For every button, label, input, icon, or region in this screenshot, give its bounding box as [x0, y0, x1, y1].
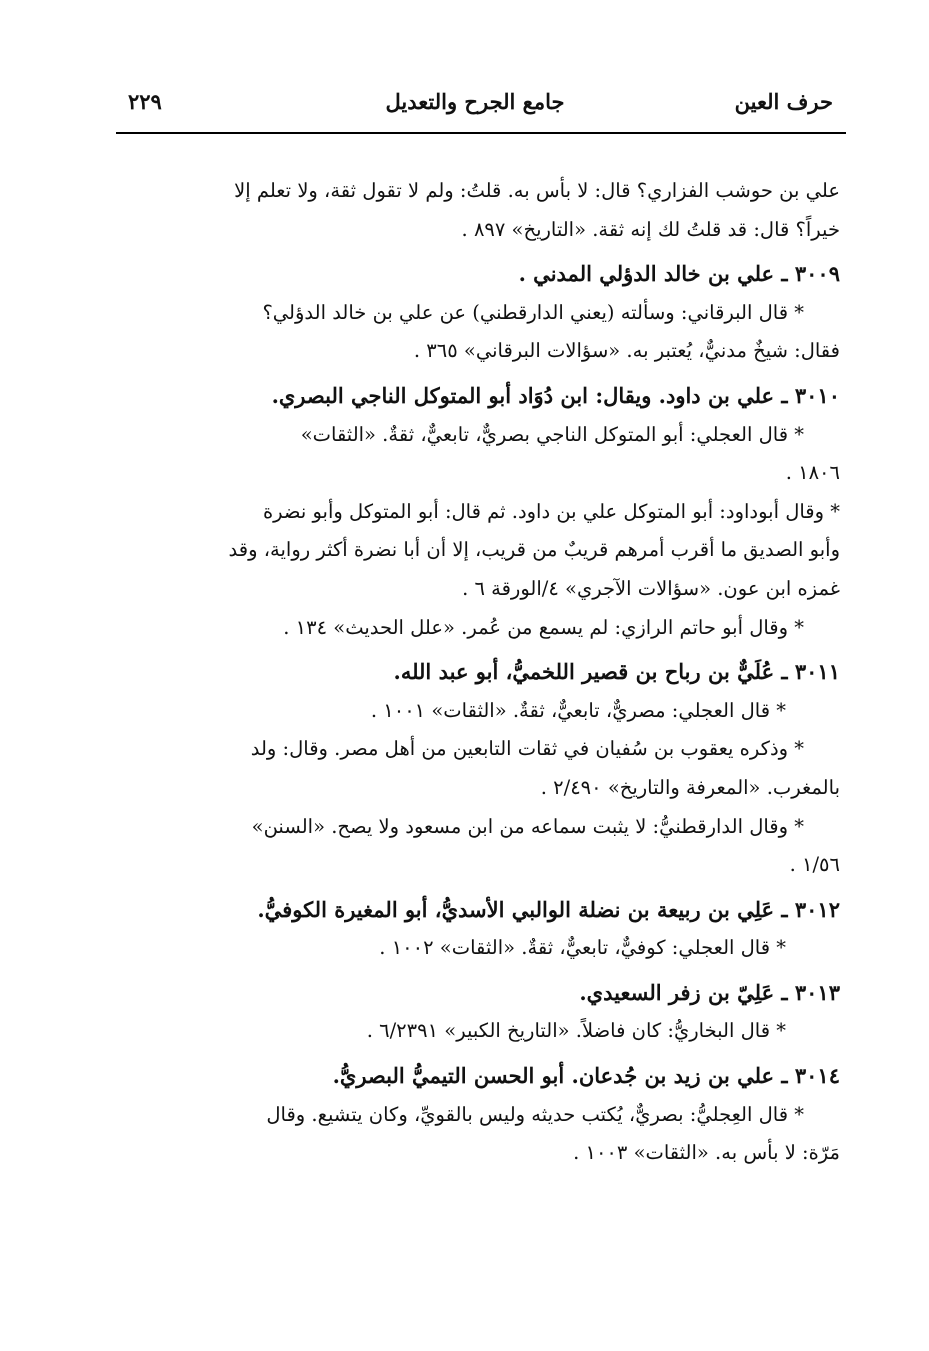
entry-heading: ٣٠٠٩ ـ علي بن خالد الدؤلي المدني . [518, 261, 840, 287]
text-line: فقال: شيخٌ مدنيٌّ، يُعتبر به. «سؤالات البرقاني» ٣٦٥ . [413, 339, 840, 363]
text-line: ١٨٠٦ . [785, 461, 840, 485]
text-line: مَرّة: لا بأس به. «الثقات» ١٠٠٣ . [573, 1141, 840, 1165]
text-line: علي بن حوشب الفزاري؟ قال: لا بأس به. قلتُ: ولم لا تقول ثقة، ولا تعلم إلا [234, 179, 840, 202]
text-line: * قال العِجليُّ: بصريٌّ، يُكتب حديثه وليس بالقويِّ، وكان يتشيع. وقال [266, 1102, 804, 1126]
entry-heading: ٣٠١٣ ـ عَلِيّ بن زفر السعيدي. [579, 979, 840, 1005]
entry-heading: ٣٠١٢ ـ عَلِي بن ربيعة بن نضلة الوالبي الأسديُّ، أبو المغيرة الكوفيُّ. [257, 896, 840, 922]
header-rule [116, 132, 846, 134]
entry-heading: ٣٠١٠ ـ علي بن داود. ويقال: ابن دُوَاد أبو المتوكل الناجي البصري. [271, 382, 840, 408]
text-line: * قال البرقاني: وسألته (يعني الدارقطني) عن علي بن خالد الدؤلي؟ [262, 300, 804, 324]
text-line: * وقال أبو حاتم الرازي: لم يسمع من عُمر. «علل الحديث» ١٣٤ . [283, 615, 804, 639]
page-number: ٢٢٩ [128, 89, 162, 114]
book-title: جامع الجرح والتعديل [385, 89, 565, 114]
page-body [134, 172, 840, 1173]
text-line: غمزه ابن عون. «سؤالات الآجري» ٤/الورقة ٦ . [462, 576, 840, 600]
chapter-heading: حرف العين [734, 89, 833, 114]
text-line: * وذكره يعقوب بن سُفيان في ثقات التابعين من أهل مصر. وقال: ولد [250, 737, 804, 761]
text-line: * قال البخاريُّ: كان فاضلاً. «التاريخ الكبير» ٦/٢٣٩١ . [366, 1019, 786, 1043]
text-line: * قال العجلي: كوفيٌّ، تابعيٌّ، ثقةٌ. «الثقات» ١٠٠٢ . [379, 936, 786, 960]
entry-heading: ٣٠١١ ـ عُلَيٌّ بن رباح بن قصير اللخميُّ، أبو عبد الله. [393, 659, 840, 685]
text-line: وأبو الصديق ما أقرب أمرهم قريبٌ من قريب، إلا أن أبا نضرة أكثر رواية، وقد [228, 538, 840, 562]
text-line: * قال العجلي: مصريٌّ، تابعيٌّ، ثقةٌ. «الثقات» ١٠٠١ . [370, 698, 786, 722]
text-line: خيراً؟ قال: قد قلتُ لك إنه ثقة. «التاريخ» ٨٩٧ . [461, 217, 840, 241]
text-line: * وقال أبوداود: أبو المتوكل علي بن داود. ثم قال: أبو المتوكل وأبو نضرة [262, 499, 840, 523]
text-line: ١/٥٦ . [789, 853, 840, 877]
text-line: * قال العجلي: أبو المتوكل الناجي بصريٌّ، تابعيٌّ، ثقةٌ. «الثقات» [300, 422, 804, 446]
entry-heading: ٣٠١٤ ـ علي بن زيد بن جُدعان. أبو الحسن التيميُّ البصريُّ. [332, 1063, 840, 1089]
text-line: بالمغرب. «المعرفة والتاريخ» ٢/٤٩٠ . [540, 775, 840, 799]
text-line: * وقال الدارقطنيُّ: لا يثبت سماعه من ابن مسعود ولا يصح. «السنن» [251, 814, 804, 838]
